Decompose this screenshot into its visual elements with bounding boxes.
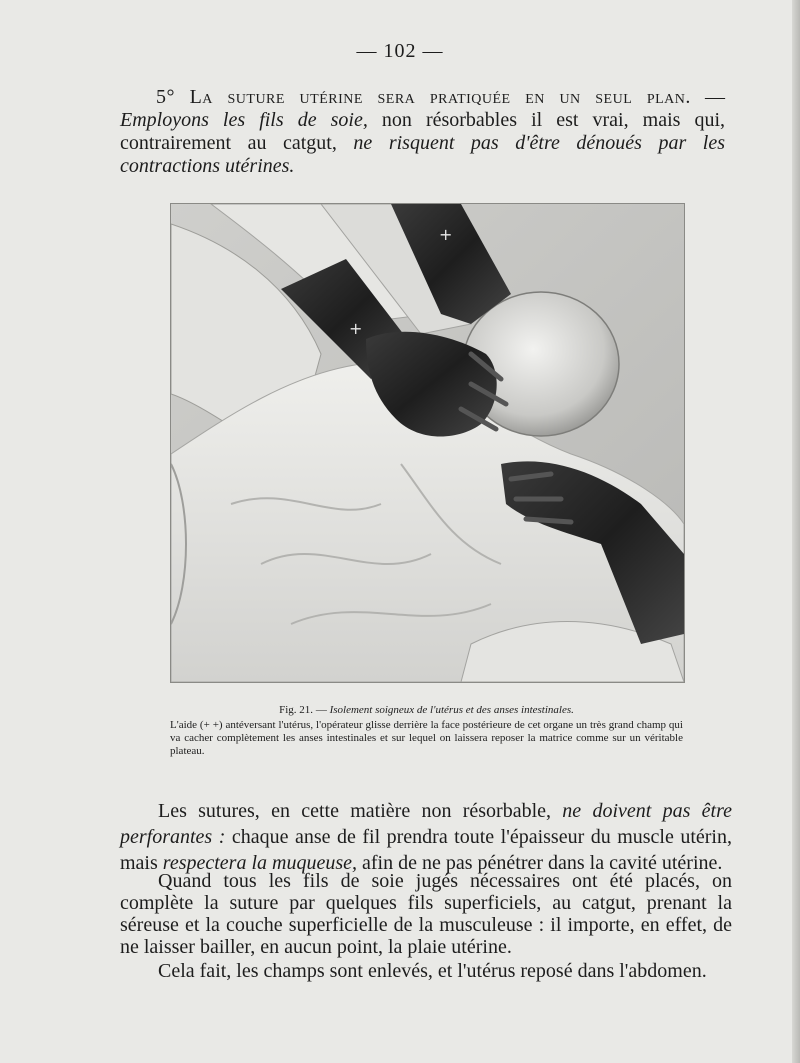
- figure-title: Isolement soigneux de l'utérus et des anses intestinales.: [329, 704, 574, 716]
- caption-title: [170, 704, 683, 717]
- caption-text: L'aide (+ +) antéversant l'utérus, l'opérateur glisse derrière la face postérieure de cet organe un très grand champ qui va cacher complètement les anses intestinales et sur lequel on laissera reposer la matrice comme sur un véritable plateau.: [170, 719, 683, 757]
- section-dash: —: [690, 86, 725, 108]
- page-edge: [792, 0, 800, 1063]
- section-text-1: non résorbables il est vrai, mais qui, contrairement au catgut,: [120, 109, 726, 154]
- surgical-illustration: [170, 203, 685, 683]
- section-lead: 5° La suture utérine sera pratiquée en un seul plan.: [156, 86, 691, 108]
- paragraph-suture-completion: Quand tous les fils de soie jugés nécessaires ont été placés, on complète la suture par quelques fils superficiels, au catgut, prenant la séreuse et la couche superficielle de la musculeuse : il importe, en effet, de ne laisser bailler, en aucun point, la plaie utérine.: [120, 870, 732, 958]
- figure-label: Fig. 21.: [279, 704, 314, 716]
- p1-text-3: afin de ne pas pénétrer dans la cavité utérine.: [357, 852, 723, 874]
- figure-dash: —: [313, 704, 330, 716]
- section-italic-1: Employons les fils de soie,: [120, 109, 368, 131]
- paragraph-closing: Cela fait, les champs sont enlevés, et l'utérus reposé dans l'abdomen.: [158, 960, 707, 982]
- paragraph-sutures: [120, 798, 732, 876]
- p1-italic-1: ne doivent pas être perforantes :: [120, 800, 732, 848]
- p1-text-1: Les sutures, en cette matière non résorbable,: [158, 800, 563, 822]
- p1-italic-2: respectera la muqueuse,: [162, 852, 357, 874]
- section-paragraph: [120, 86, 725, 178]
- svg-text:+: +: [349, 319, 363, 338]
- svg-text:+: +: [439, 225, 453, 244]
- illustration-drawing: [171, 204, 684, 682]
- p1-text-2: chaque anse de fil prendra toute l'épaisseur du muscle utérin, mais: [120, 826, 732, 874]
- section-italic-2: ne risquent pas d'être dénoués par les contractions utérines.: [120, 132, 726, 177]
- page-number: — 102 —: [356, 40, 444, 62]
- figure-caption: [170, 704, 683, 758]
